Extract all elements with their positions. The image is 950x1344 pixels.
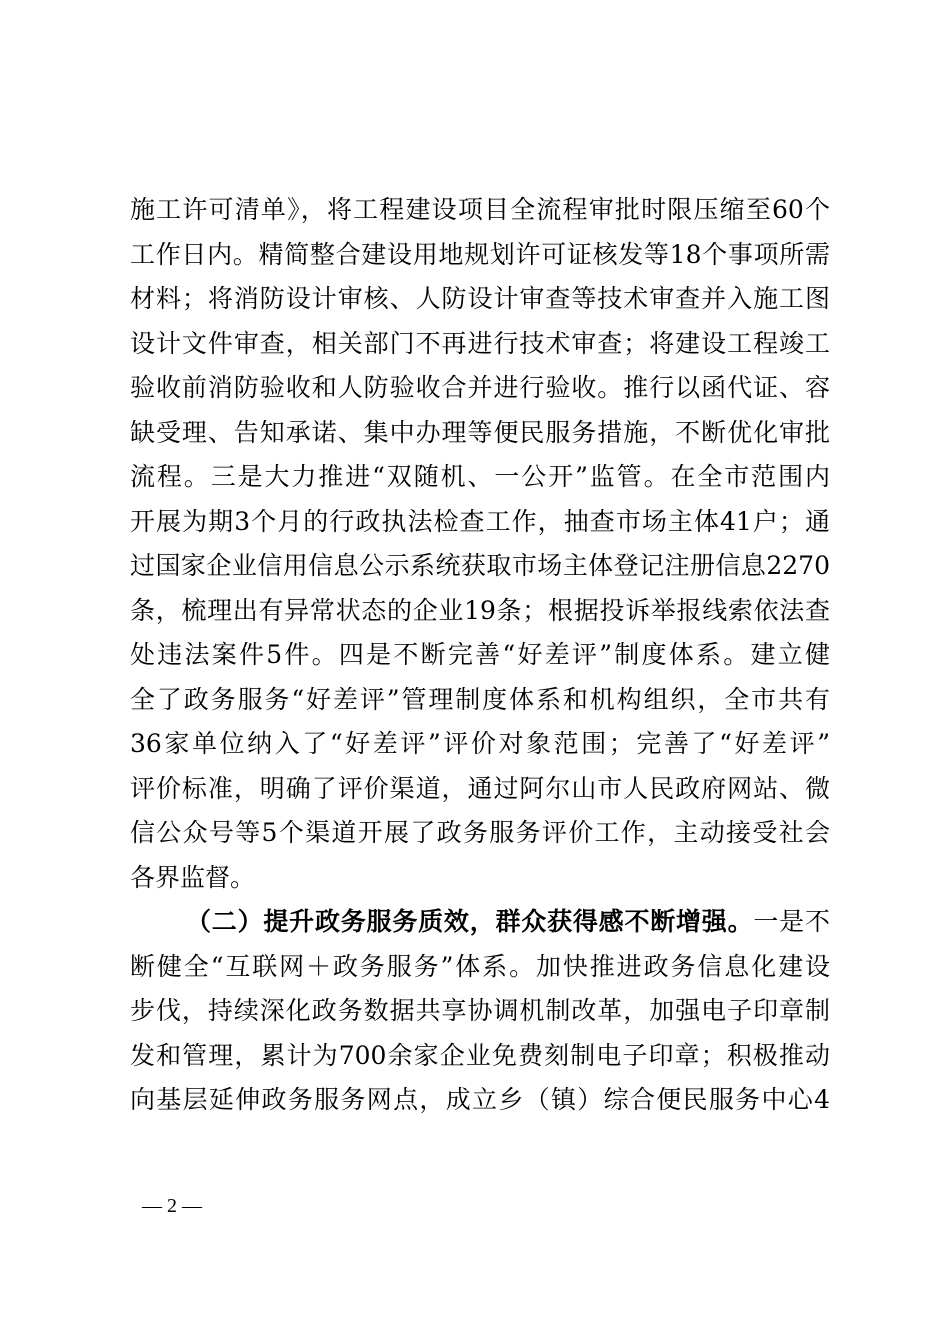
paragraph-line: 断健全“互联网＋政务服务”体系。加快推进政务信息化建设 <box>130 952 830 981</box>
section-first-line <box>186 907 830 937</box>
paragraph-line: 36家单位纳入了“好差评”评价对象范围；完善了“好差评” <box>130 729 830 758</box>
paragraph-line: 评价标准，明确了评价渠道，通过阿尔山市人民政府网站、微 <box>130 774 830 803</box>
paragraph-line: 施工许可清单》，将工程建设项目全流程审批时限压缩至60个 <box>130 195 830 224</box>
paragraph-line: 各界监督。 <box>130 863 256 892</box>
paragraph-line: 处违法案件5件。四是不断完善“好差评”制度体系。建立健 <box>130 640 830 669</box>
paragraph-line: 发和管理，累计为700余家企业免费刻制电子印章；积极推动 <box>130 1041 830 1070</box>
paragraph-line: 条，梳理出有异常状态的企业19条；根据投诉举报线索依法查 <box>130 596 830 625</box>
paragraph-line: 材料；将消防设计审核、人防设计审查等技术审查并入施工图 <box>130 284 830 313</box>
paragraph-line: 步伐，持续深化政务数据共享协调机制改革，加强电子印章制 <box>130 996 830 1025</box>
paragraph-line: 工作日内。精简整合建设用地规划许可证核发等18个事项所需 <box>130 240 830 269</box>
section-first-line-rest: 一是不 <box>753 907 830 936</box>
page-number: — 2 — <box>142 1195 202 1217</box>
paragraph-line: 缺受理、告知承诺、集中办理等便民服务措施，不断优化审批 <box>130 418 830 447</box>
paragraph-line: 开展为期3个月的行政执法检查工作，抽查市场主体41户；通 <box>130 507 830 536</box>
paragraph-line: 验收前消防验收和人防验收合并进行验收。推行以函代证、容 <box>130 373 830 402</box>
paragraph-line: 信公众号等5个渠道开展了政务服务评价工作，主动接受社会 <box>130 818 830 847</box>
paragraph-line: 全了政务服务“好差评”管理制度体系和机构组织，全市共有 <box>130 685 830 714</box>
paragraph-line: 过国家企业信用信息公示系统获取市场主体登记注册信息2270 <box>130 551 830 580</box>
paragraph-line: 向基层延伸政务服务网点，成立乡（镇）综合便民服务中心4 <box>130 1085 830 1114</box>
section-heading: （二）提升政务服务质效，群众获得感不断增强。 <box>186 907 754 936</box>
paragraph-line: 流程。三是大力推进“双随机、一公开”监管。在全市范围内 <box>130 462 830 491</box>
paragraph-line: 设计文件审查，相关部门不再进行技术审查；将建设工程竣工 <box>130 329 830 358</box>
